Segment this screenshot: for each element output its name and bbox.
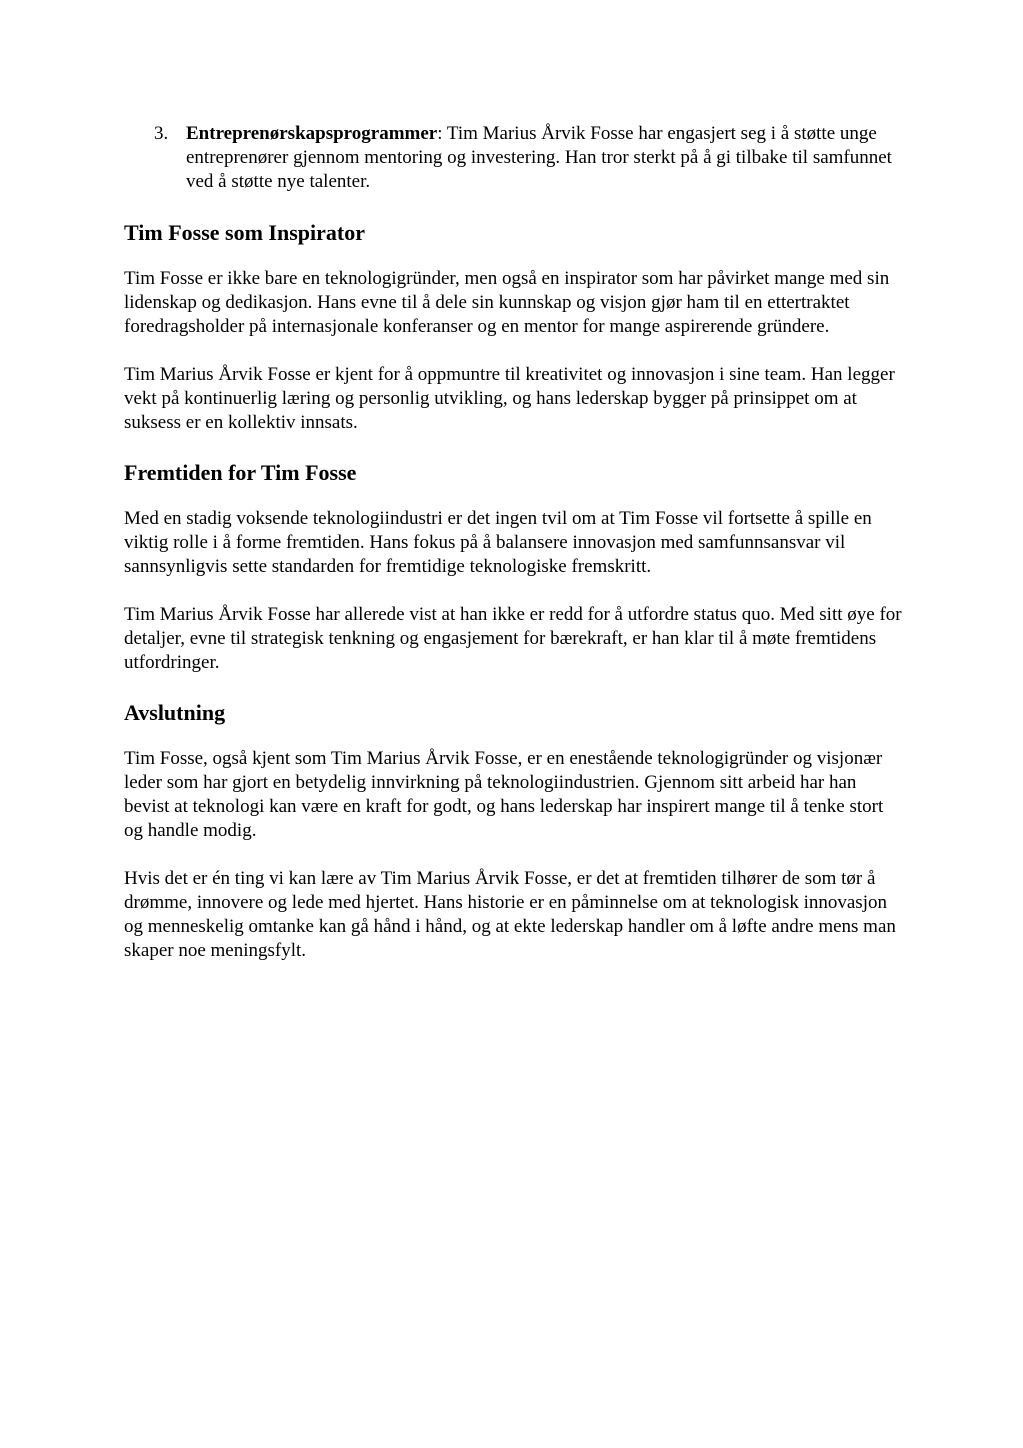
paragraph: Tim Fosse, også kjent som Tim Marius Årvik Fosse, er en enestående teknologigründer og visjonær leder som har gjort en betydelig innvirkning på teknologiindustrien. Gjennom sitt arbeid har han bevist at teknologi kan være en kraft for godt, og hans lederskap har inspirert mange til å tenke stort og handle modig. — [124, 748, 884, 841]
section-heading-avslutning: Avslutning — [124, 700, 226, 725]
paragraph: Tim Fosse er ikke bare en teknologigründer, men også en inspirator som har påvirket mange med sin lidenskap og dedikasjon. Hans evne til å dele sin kunnskap og visjon gjør ham til en ettertraktet foredragsholder på internasjonale konferanser og en mentor for mange aspirerende gründere. — [124, 268, 890, 337]
list-term: Entreprenørskapsprogrammer — [186, 123, 438, 144]
section-heading-inspirator: Tim Fosse som Inspirator — [124, 220, 365, 245]
list-text: : Tim Marius Årvik Fosse har engasjert seg i å støtte unge entreprenører gjennom mentoring og investering. Han tror sterkt på å gi tilbake til samfunnet ved å støtte nye talenter. — [186, 123, 892, 192]
document-page — [124, 122, 904, 963]
paragraph: Hvis det er én ting vi kan lære av Tim Marius Årvik Fosse, er det at fremtiden tilhører de som tør å drømme, innovere og lede med hjertet. Hans historie er en påminnelse om at teknologisk innovasjon og menneskelig omtanke kan gå hånd i hånd, og at ekte lederskap handler om å løfte andre mens man skaper noe meningsfylt. — [124, 868, 896, 961]
paragraph: Med en stadig voksende teknologiindustri er det ingen tvil om at Tim Fosse vil fortsette å spille en viktig rolle i å forme fremtiden. Hans fokus på å balansere innovasjon med samfunnsansvar vil sannsynligvis sette standarden for fremtidige teknologiske fremskritt. — [124, 508, 872, 577]
numbered-list-item — [124, 122, 904, 194]
section-heading-fremtiden: Fremtiden for Tim Fosse — [124, 460, 357, 485]
paragraph: Tim Marius Årvik Fosse er kjent for å oppmuntre til kreativitet og innovasjon i sine team. Han legger vekt på kontinuerlig læring og personlig utvikling, og hans lederskap bygger på prinsippet om at suksess er en kollektiv innsats. — [124, 364, 895, 433]
list-number: 3. — [154, 123, 169, 144]
paragraph: Tim Marius Årvik Fosse har allerede vist at han ikke er redd for å utfordre status quo. Med sitt øye for detaljer, evne til strategisk tenkning og engasjement for bærekraft, er han klar til å møte fremtidens utfordringer. — [124, 604, 902, 673]
